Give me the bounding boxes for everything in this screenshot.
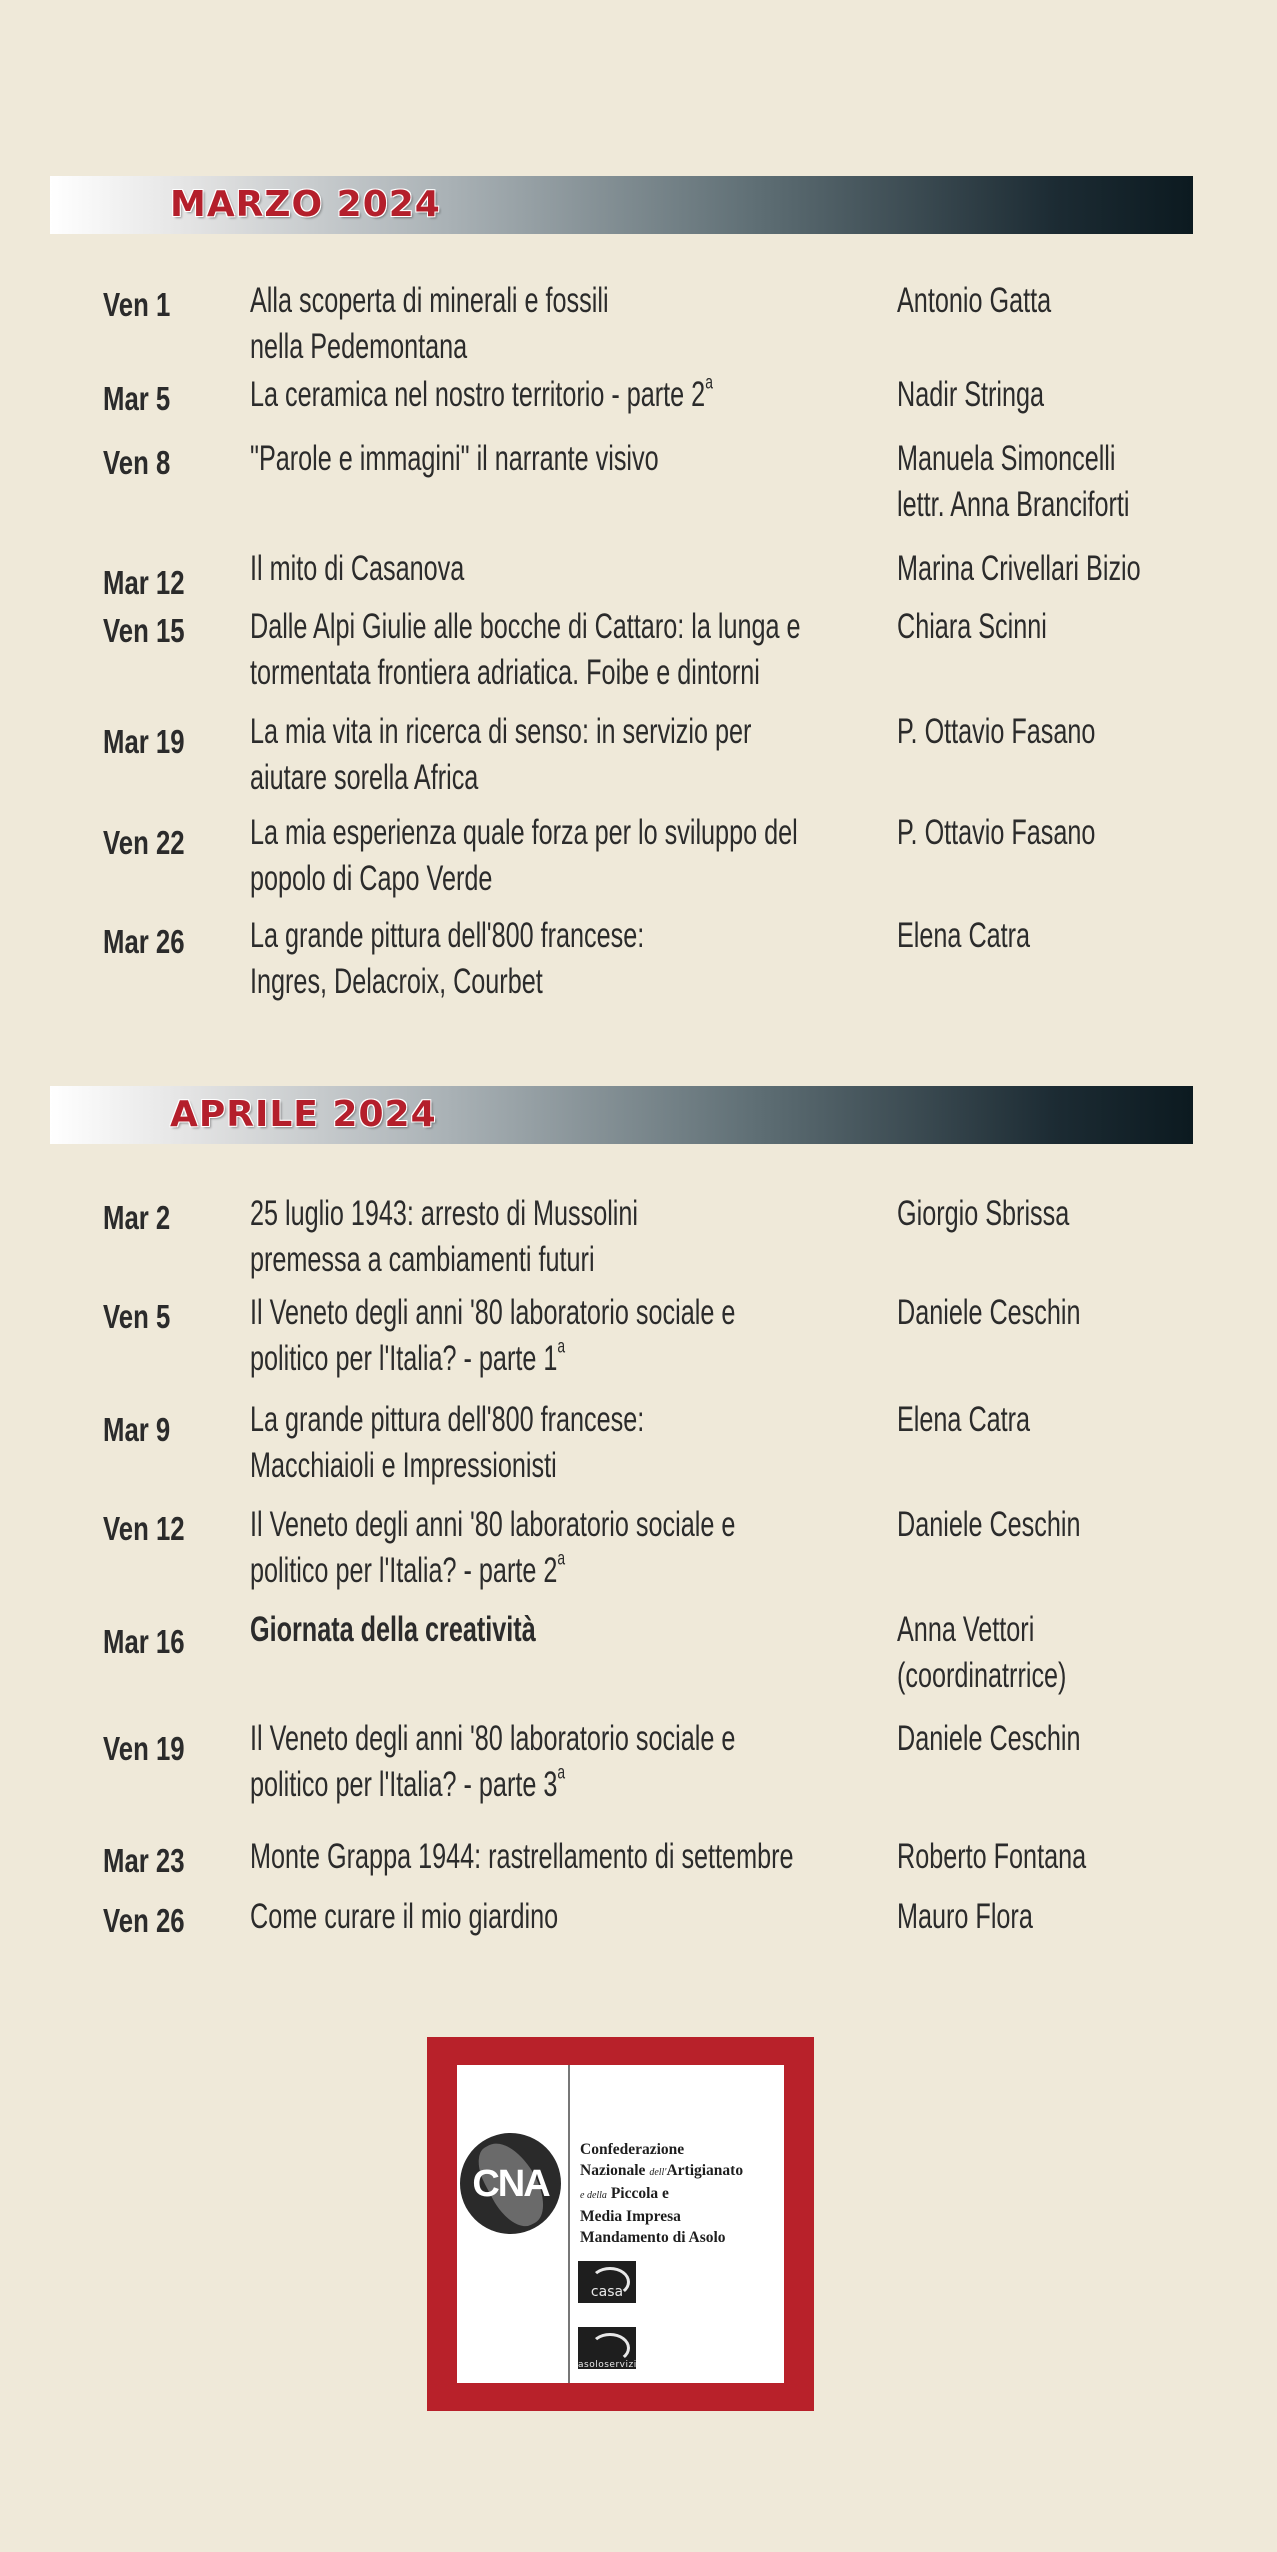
event-title-line: La ceramica nel nostro territorio - parte 2$^a$ [250,372,713,414]
event-speaker [897,1894,1033,1940]
event-title [250,1290,735,1382]
event-speaker [897,1290,1081,1336]
event-title [250,546,464,592]
event-title [250,436,659,482]
cna-acronym: CNA [472,2163,549,2205]
event-title-line: Il mito di Casanova [250,549,465,588]
event-title [250,913,644,1005]
event-title-line: politico per l'Italia? - parte 3$^a$ [250,1762,566,1804]
event-title-line: Il Veneto degli anni '80 laboratorio sociale e [250,1293,736,1332]
event-speaker-line: Chiara Scinni [897,607,1047,646]
ordinal-superscript: a [557,1548,566,1570]
event-title-line: Macchiaioli e Impressionisti [250,1446,557,1485]
event-title [250,709,751,801]
event-speaker-line: Daniele Ceschin [897,1293,1081,1332]
event-title-line: Il Veneto degli anni '80 laboratorio sociale e [250,1505,736,1544]
event-date: Ven 12 [103,1510,185,1547]
event-speaker-line: P. Ottavio Fasano [897,712,1096,751]
event-speaker-line: Mauro Flora [897,1897,1033,1936]
casa-mark-label: casa [590,2284,624,2300]
event-speaker [897,1397,1030,1443]
event-title-line: Giornata della creatività [250,1610,536,1649]
cna-name-line: Media Impresa [580,2208,681,2225]
month-title-marzo: MARZO 2024 [170,184,441,225]
event-title [250,372,713,418]
asoloservizi-mark-label: asoloservizi [578,2360,637,2370]
event-speaker-line: Elena Catra [897,1400,1031,1439]
event-speaker-line: Nadir Stringa [897,375,1045,414]
event-speaker-line: Daniele Ceschin [897,1719,1081,1758]
event-date: Mar 12 [103,564,185,601]
cna-name-line: Nazionale dell'Artigianato [580,2162,744,2179]
event-date: Ven 26 [103,1902,185,1939]
event-speaker-line: Giorgio Sbrissa [897,1194,1070,1233]
event-speaker-line: Elena Catra [897,916,1031,955]
event-speaker [897,1716,1081,1762]
event-title [250,1502,735,1594]
event-date: Mar 26 [103,923,185,960]
cna-emblem-icon [460,2133,561,2234]
event-speaker-line: Daniele Ceschin [897,1505,1081,1544]
event-speaker [897,810,1095,856]
cna-logo [427,2037,814,2411]
event-title-line: Il Veneto degli anni '80 laboratorio sociale e [250,1719,736,1758]
event-title-line: La grande pittura dell'800 francese: [250,1400,645,1439]
event-title [250,278,609,370]
cna-name-line: Confederazione [580,2141,685,2158]
event-date: Mar 2 [103,1199,171,1236]
cna-name-line: Mandamento di Asolo [580,2229,726,2246]
event-title-line: Monte Grappa 1944: rastrellamento di settembre [250,1837,794,1876]
event-speaker [897,1607,1066,1699]
event-speaker-line: Manuela Simoncelli [897,439,1116,478]
event-speaker [897,546,1141,592]
event-date: Mar 19 [103,723,185,760]
event-date: Mar 9 [103,1411,171,1448]
event-speaker [897,604,1047,650]
event-speaker [897,1834,1086,1880]
event-date: Ven 15 [103,612,185,649]
cna-full-name [580,2139,743,2248]
event-title-line: politico per l'Italia? - parte 2$^a$ [250,1548,566,1590]
event-title-line: tormentata frontiera adriatica. Foibe e dintorni [250,653,760,692]
ordinal-superscript: a [557,1336,566,1358]
event-speaker-line: Marina Crivellari Bizio [897,549,1141,588]
event-title-line: politico per l'Italia? - parte 1$^a$ [250,1336,566,1378]
month-banner-aprile [50,1086,1193,1144]
event-date: Ven 8 [103,444,171,481]
event-title-line: nella Pedemontana [250,327,468,366]
event-date: Ven 5 [103,1298,171,1335]
event-speaker-line: Anna Vettori [897,1610,1035,1649]
event-speaker-line: lettr. Anna Branciforti [897,485,1130,524]
event-title [250,1894,558,1940]
event-date: Ven 1 [103,286,171,323]
event-title [250,604,801,696]
event-title-line: Alla scoperta di minerali e fossili [250,281,609,320]
event-speaker [897,1191,1069,1237]
cna-name-line: e della Piccola e [580,2185,669,2202]
event-title-line: "Parole e immagini" il narrante visivo [250,439,659,478]
event-date: Mar 5 [103,380,171,417]
event-speaker [897,1502,1081,1548]
event-title [250,1397,644,1489]
event-title [250,810,798,902]
event-title-line: Come curare il mio giardino [250,1897,559,1936]
event-date: Ven 22 [103,824,185,861]
event-speaker-line: Antonio Gatta [897,281,1052,320]
event-title-line: Ingres, Delacroix, Courbet [250,962,543,1001]
event-speaker-line: Roberto Fontana [897,1837,1087,1876]
event-title [250,1191,638,1283]
event-title-line: aiutare sorella Africa [250,758,479,797]
event-title-line: La mia esperienza quale forza per lo sviluppo del [250,813,798,852]
event-speaker-line: P. Ottavio Fasano [897,813,1096,852]
logo-divider [568,2065,570,2383]
event-speaker [897,913,1030,959]
event-title [250,1716,735,1808]
event-speaker [897,278,1051,324]
ordinal-superscript: a [557,1762,566,1784]
event-speaker [897,709,1095,755]
event-date: Mar 23 [103,1842,185,1879]
event-title-line: Dalle Alpi Giulie alle bocche di Cattaro: la lunga e [250,607,801,646]
event-date: Ven 19 [103,1730,185,1767]
event-title-line: 25 luglio 1943: arresto di Mussolini [250,1194,639,1233]
event-title-line: popolo di Capo Verde [250,859,493,898]
cna-logo-panel [457,2065,784,2383]
event-title-line: La grande pittura dell'800 francese: [250,916,645,955]
event-speaker [897,372,1044,418]
event-title [250,1607,536,1653]
event-title-line: La mia vita in ricerca di senso: in servizio per [250,712,752,751]
event-speaker [897,436,1130,528]
event-speaker-line: (coordinatrrice) [897,1656,1067,1695]
ordinal-superscript: a [705,372,713,394]
event-title [250,1834,793,1880]
month-title-aprile: APRILE 2024 [170,1094,437,1135]
event-date: Mar 16 [103,1623,185,1660]
event-title-line: premessa a cambiamenti futuri [250,1240,595,1279]
month-banner-marzo [50,176,1193,234]
